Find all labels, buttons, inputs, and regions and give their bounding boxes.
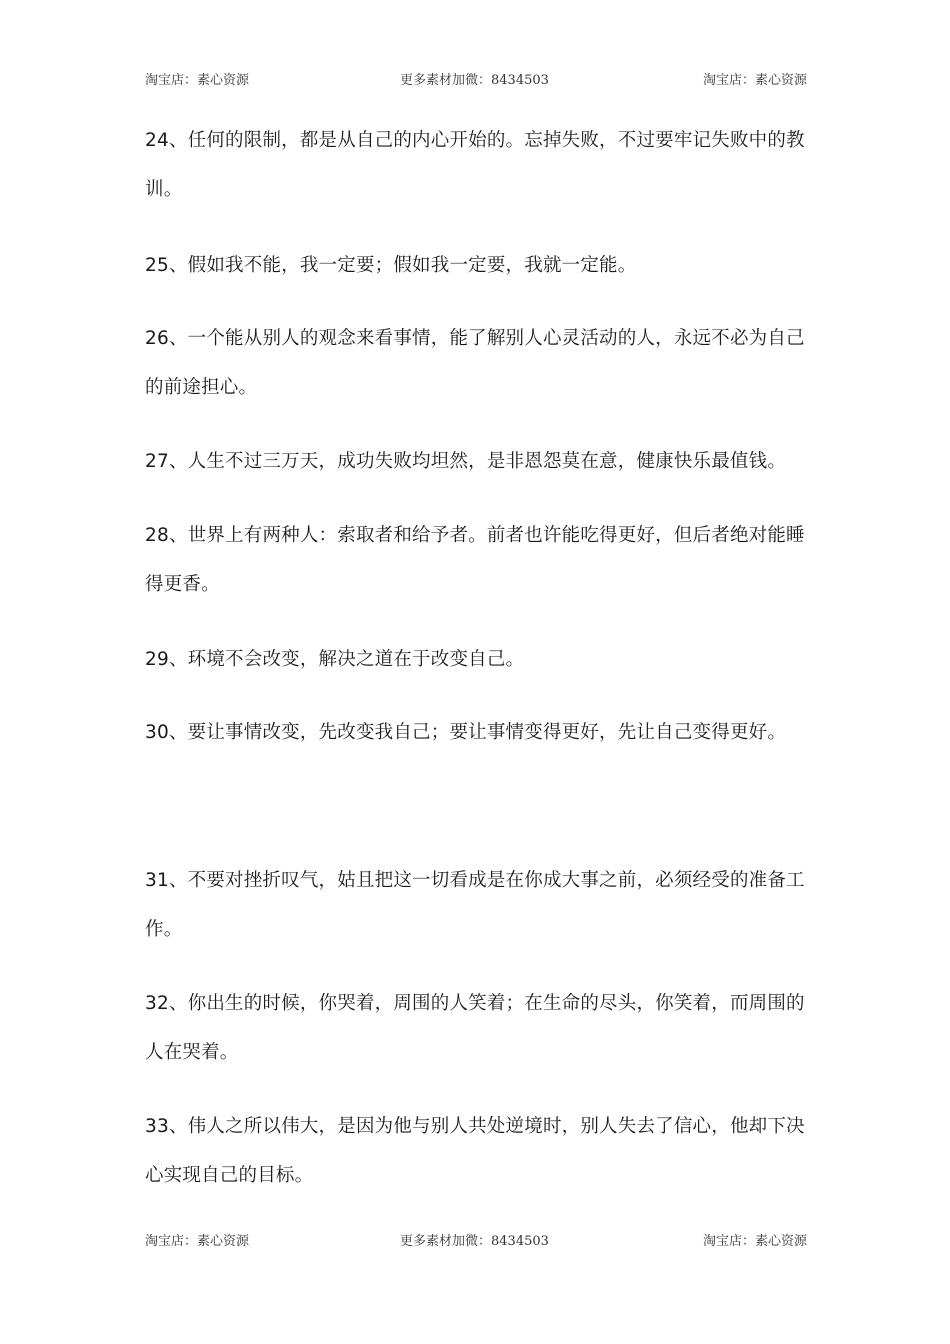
quote-32: 32、你出生的时候，你哭着，周围的人笑着；在生命的尽头，你笑着，而周围的人在哭着。 <box>145 993 805 1063</box>
quote-29: 29、环境不会改变，解决之道在于改变自己。 <box>145 649 525 670</box>
page-header <box>145 69 807 89</box>
header-shop-left: 淘宝店：素心资源 <box>145 73 250 88</box>
quote-24: 24、任何的限制，都是从自己的内心开始的。忘掉失败，不过要牢记失败中的教训。 <box>145 130 805 200</box>
quote-25: 25、假如我不能，我一定要；假如我一定要，我就一定能。 <box>145 255 637 276</box>
quote-31: 31、不要对挫折叹气，姑且把这一切看成是在你成大事之前，必须经受的准备工作。 <box>145 870 805 940</box>
header-contact: 更多素材加微：8434503 <box>400 73 549 88</box>
quote-27: 27、人生不过三万天，成功失败均坦然，是非恩怨莫在意，健康快乐最值钱。 <box>145 451 787 472</box>
footer-shop-left: 淘宝店：素心资源 <box>145 1234 250 1249</box>
quote-26: 26、一个能从别人的观念来看事情，能了解别人心灵活动的人，永远不必为自己的前途担心。 <box>145 328 805 398</box>
quote-28: 28、世界上有两种人：索取者和给予者。前者也许能吃得更好，但后者绝对能睡得更香。 <box>145 525 805 595</box>
footer-contact: 更多素材加微：8434503 <box>400 1234 549 1249</box>
header-shop-right: 淘宝店：素心资源 <box>702 73 807 88</box>
footer-shop-right: 淘宝店：素心资源 <box>702 1234 807 1249</box>
quote-30: 30、要让事情改变，先改变我自己；要让事情变得更好，先让自己变得更好。 <box>145 722 787 743</box>
quote-33: 33、伟人之所以伟大，是因为他与别人共处逆境时，别人失去了信心，他却下决心实现自己的目标。 <box>145 1116 805 1186</box>
page-footer <box>145 1230 807 1250</box>
